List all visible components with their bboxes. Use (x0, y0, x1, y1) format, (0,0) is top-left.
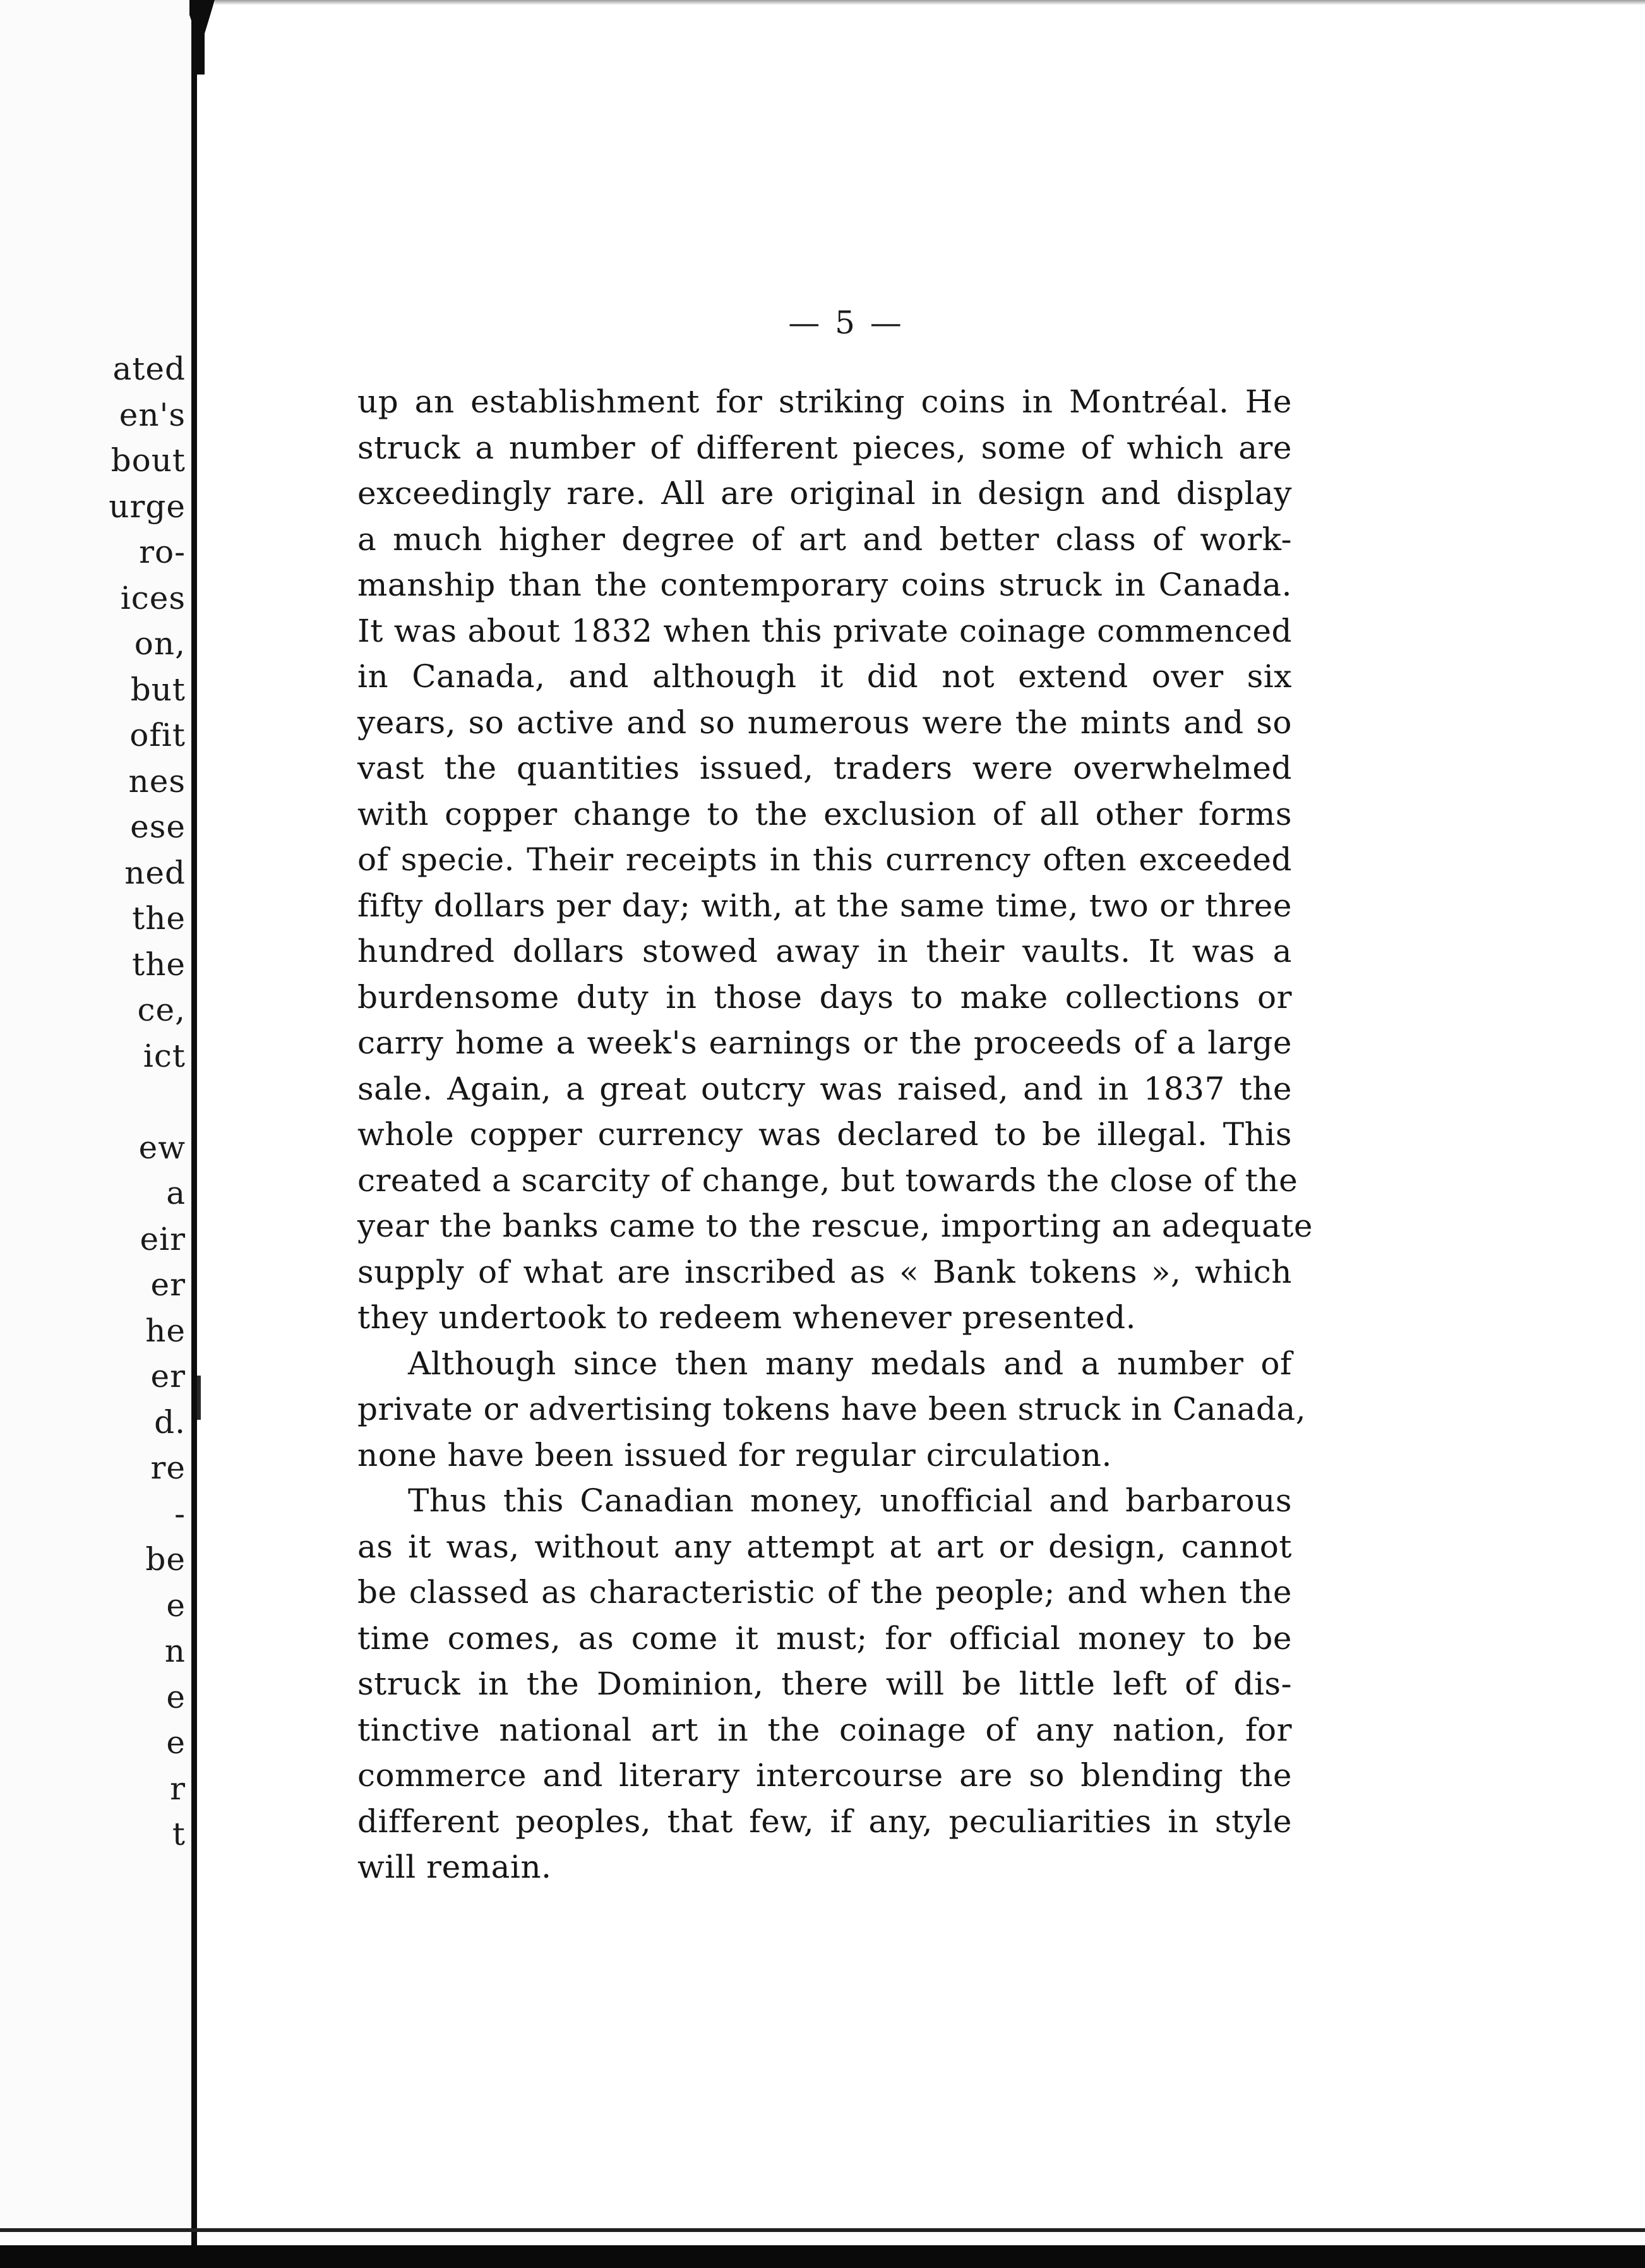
left-page-fragment: nes (128, 762, 186, 800)
text-line: exceedingly rare. All are original in design and display (357, 475, 1292, 512)
left-page-fragment: e (166, 1724, 186, 1761)
paragraph-3 (357, 1478, 1292, 1890)
left-page-fragment: bout (111, 442, 186, 479)
page-number: — 5 — (788, 304, 904, 341)
text-line: struck in the Dominion, there will be little left of dis- (357, 1665, 1292, 1702)
left-page-fragment: a (166, 1175, 186, 1211)
page-body-text (357, 379, 1313, 1890)
left-page-fragment: ce, (137, 992, 186, 1028)
left-facing-page (0, 0, 191, 2245)
text-line: with copper change to the exclusion of all other forms (357, 795, 1292, 832)
left-page-fragment: er (150, 1358, 186, 1395)
left-page-fragment: e (166, 1678, 186, 1715)
scan-bottom-border (0, 2245, 1645, 2268)
left-page-fragment: t (172, 1816, 186, 1852)
binding-notch (197, 1376, 201, 1420)
left-page-fragment: e (166, 1587, 186, 1624)
paragraph-2 (357, 1341, 1307, 1479)
left-page-fragment: ict (143, 1037, 186, 1074)
text-line: different peoples, that few, if any, peculiarities in style (357, 1803, 1292, 1840)
text-line: commerce and literary intercourse are so blending the (357, 1757, 1292, 1794)
text-line: whole copper currency was declared to be illegal. This (357, 1116, 1292, 1153)
text-line: carry home a week's earnings or the proceeds of a large (357, 1024, 1292, 1061)
left-page-fragment: ofit (129, 717, 186, 753)
text-line: tinctive national art in the coinage of any nation, for (357, 1711, 1292, 1748)
text-line: as it was, without any attempt at art or design, cannot (357, 1528, 1292, 1565)
text-line: be classed as characteristic of the people; and when the (357, 1574, 1292, 1611)
text-line: Thus this Canadian money, unofficial and barbarous (408, 1482, 1292, 1519)
left-page-fragment: re (150, 1449, 186, 1486)
binding-gutter (191, 0, 197, 2245)
left-page-fragment: d. (154, 1403, 186, 1441)
left-page-fragment: r (170, 1770, 186, 1807)
left-page-fragment: ew (138, 1129, 186, 1166)
left-page-fragment: the (132, 900, 186, 937)
text-line: in Canada, and although it did not extend over six (357, 658, 1292, 695)
left-page-fragment: - (174, 1495, 186, 1532)
text-line: manship than the contemporary coins struck in Canada. (357, 567, 1292, 603)
text-line: private or advertising tokens have been struck in Canada, (357, 1391, 1307, 1427)
left-page-fragment: the (132, 945, 186, 983)
left-page-fragment: ned (124, 854, 186, 891)
left-page-fragment: urge (109, 488, 186, 525)
text-line: of specie. Their receipts in this currency often exceeded (357, 841, 1292, 878)
left-page-fragment (109, 1079, 186, 1125)
paragraph-1 (357, 379, 1313, 1341)
left-page-fragment: but (130, 671, 186, 708)
text-line: years, so active and so numerous were the mints and so (357, 704, 1292, 741)
text-line: created a scarcity of change, but towards the close of the (357, 1161, 1298, 1199)
text-line: time comes, as come it must; for official money to be (357, 1619, 1292, 1657)
text-line: It was about 1832 when this private coinage commenced (357, 612, 1292, 649)
page-top-edge (215, 0, 1645, 5)
left-page-fragment: n (164, 1633, 186, 1669)
text-line: will remain. (357, 1849, 552, 1885)
text-line: burdensome duty in those days to make collections or (357, 978, 1292, 1016)
text-line: up an establishment for striking coins in Montréal. He (357, 383, 1292, 420)
left-page-fragment: ices (120, 579, 186, 616)
text-line: none have been issued for regular circulation. (357, 1436, 1112, 1473)
left-page-fragment: er (150, 1266, 186, 1303)
left-page-fragment: ated (112, 351, 186, 387)
page-bottom-edge (0, 2228, 1645, 2232)
text-line: they undertook to redeem whenever presented. (357, 1299, 1137, 1336)
left-page-fragment: en's (119, 396, 186, 433)
text-line: sale. Again, a great outcry was raised, and in 1837 the (357, 1070, 1292, 1107)
left-page-fragment: ese (130, 808, 186, 845)
text-line: hundred dollars stowed away in their vaults. It was a (357, 933, 1292, 969)
left-page-text-fragments (109, 346, 186, 1857)
left-page-fragment: be (145, 1541, 186, 1578)
text-line: a much higher degree of art and better class of work- (357, 520, 1292, 558)
text-line: fifty dollars per day; with, at the same time, two or three (357, 887, 1292, 924)
left-page-fragment: on, (134, 625, 186, 662)
left-page-fragment: he (145, 1312, 186, 1349)
text-line: struck a number of different pieces, some of which are (357, 429, 1292, 466)
text-line: supply of what are inscribed as « Bank tokens », which (357, 1253, 1292, 1290)
left-page-fragment: eir (140, 1220, 186, 1257)
left-page-fragment: ro- (139, 534, 186, 570)
text-line: vast the quantities issued, traders were overwhelmed (357, 750, 1292, 786)
text-line: year the banks came to the rescue, importing an adequate (357, 1208, 1313, 1244)
text-line: Although since then many medals and a number of (408, 1345, 1292, 1382)
